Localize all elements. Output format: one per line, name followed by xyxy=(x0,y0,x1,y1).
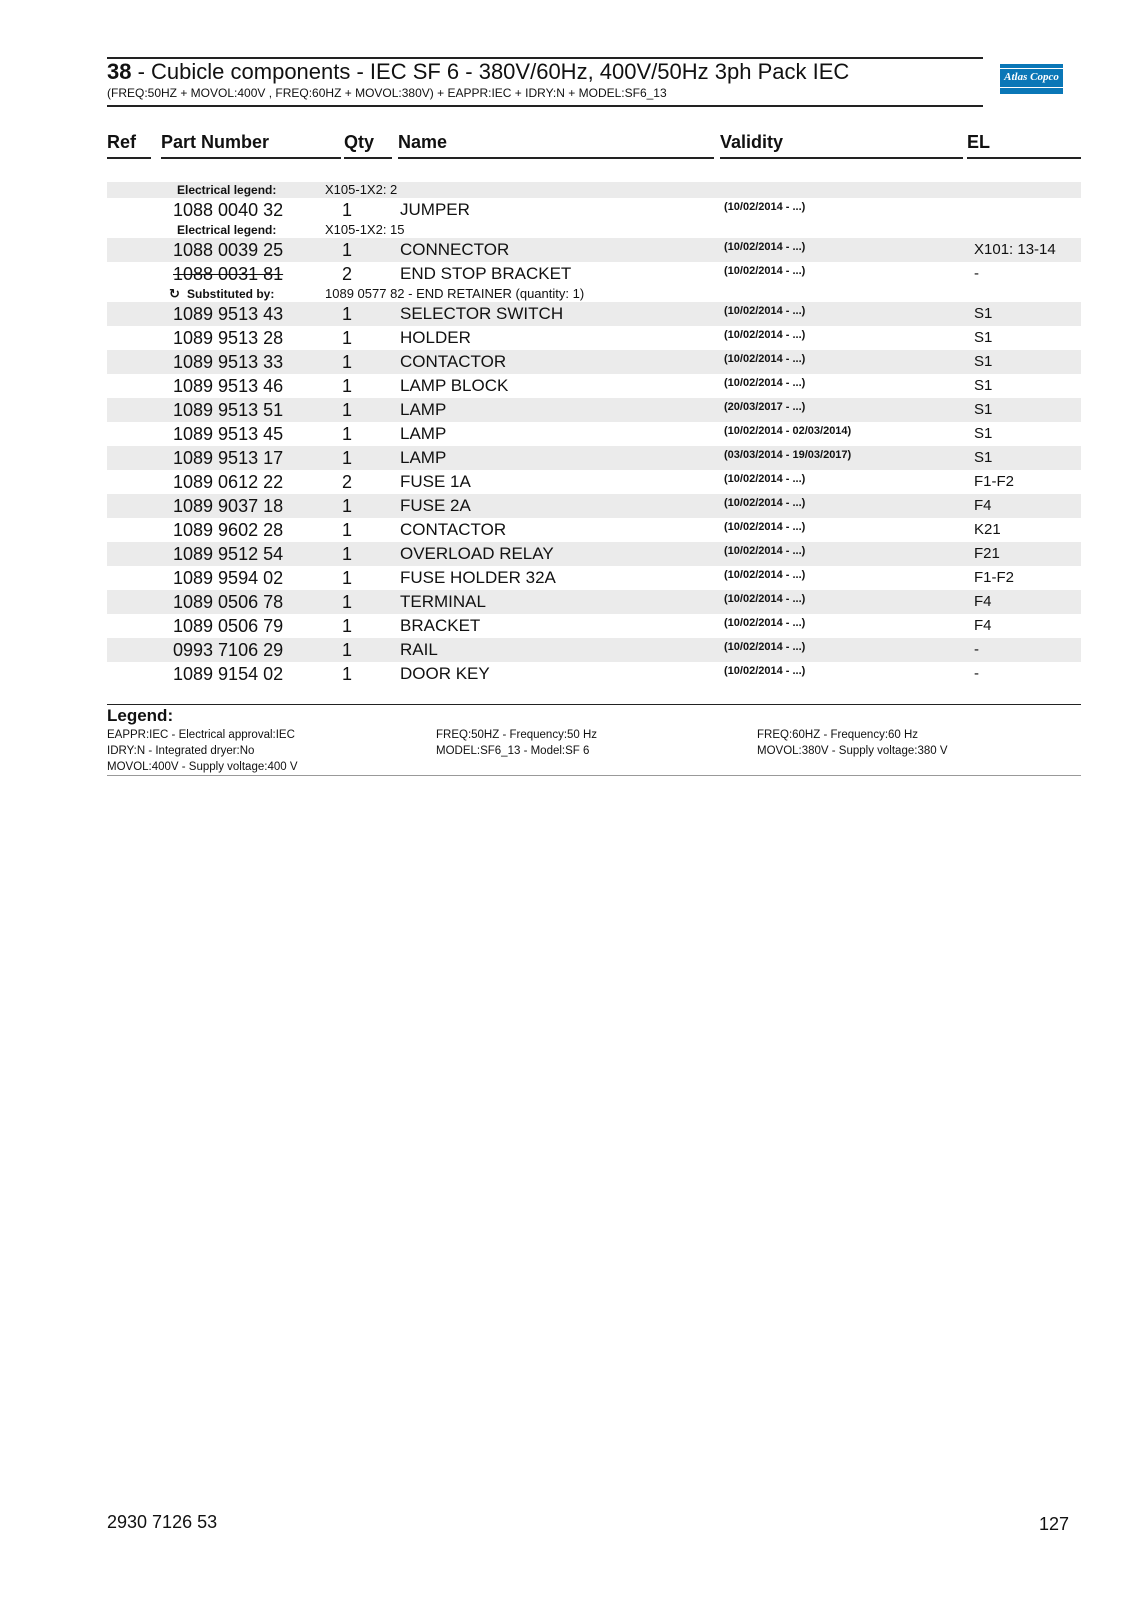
page-title xyxy=(107,60,849,84)
electrical-ref: - xyxy=(974,265,979,282)
quantity: 1 xyxy=(341,640,352,660)
table-row xyxy=(107,422,1081,446)
validity: (10/02/2014 - ...) xyxy=(724,521,806,533)
validity: (20/03/2017 - ...) xyxy=(724,401,806,413)
table-row xyxy=(107,262,1081,286)
quantity: 1 xyxy=(341,424,352,444)
title-text: - Cubicle components - IEC SF 6 - 380V/60Hz, 400V/50Hz 3ph Pack IEC xyxy=(131,59,850,84)
substituted-value: 1089 0577 82 - END RETAINER (quantity: 1) xyxy=(325,286,585,301)
part-number: 1089 9513 46 xyxy=(173,376,284,396)
part-name: JUMPER xyxy=(400,200,470,219)
part-number: 1089 9513 51 xyxy=(173,400,284,420)
part-name: END STOP BRACKET xyxy=(400,264,572,283)
table-row xyxy=(107,374,1081,398)
quantity: 1 xyxy=(341,304,352,324)
table-row xyxy=(107,326,1081,350)
table-row xyxy=(107,238,1081,262)
electrical-ref: S1 xyxy=(974,401,993,418)
validity: (10/02/2014 - ...) xyxy=(724,305,806,317)
electrical-legend-label: Electrical legend: xyxy=(177,183,277,197)
part-number: 1089 9602 28 xyxy=(173,520,284,540)
table-row xyxy=(107,614,1081,638)
legend-entry: FREQ:50HZ - Frequency:50 Hz xyxy=(436,729,598,741)
table-row xyxy=(107,518,1081,542)
part-number: 1089 9513 28 xyxy=(173,328,284,348)
part-number: 1089 9154 02 xyxy=(173,664,284,684)
refresh-icon: ↻ xyxy=(169,286,180,301)
table-row xyxy=(107,542,1081,566)
electrical-ref: - xyxy=(974,641,979,658)
legend-entry: MOVOL:380V - Supply voltage:380 V xyxy=(757,745,948,757)
validity: (10/02/2014 - ...) xyxy=(724,641,806,653)
col-header-part-number: Part Number xyxy=(161,132,270,152)
validity: (10/02/2014 - ...) xyxy=(724,329,806,341)
validity: (10/02/2014 - ...) xyxy=(724,201,806,213)
electrical-ref: X101: 13-14 xyxy=(974,241,1056,258)
part-name: DOOR KEY xyxy=(400,664,490,683)
quantity: 2 xyxy=(341,472,352,492)
quantity: 1 xyxy=(341,544,352,564)
validity: (10/02/2014 - ...) xyxy=(724,377,806,389)
validity: (10/02/2014 - ...) xyxy=(724,593,806,605)
part-number: 1089 9037 18 xyxy=(173,496,284,516)
part-name: CONTACTOR xyxy=(400,520,507,539)
col-header-qty: Qty xyxy=(344,132,375,152)
part-name: BRACKET xyxy=(400,616,481,635)
electrical-ref: F4 xyxy=(974,593,992,610)
table-row xyxy=(107,494,1081,518)
validity: (10/02/2014 - ...) xyxy=(724,241,806,253)
table-row xyxy=(107,638,1081,662)
quantity: 1 xyxy=(341,376,352,396)
part-name: TERMINAL xyxy=(400,592,486,611)
validity: (10/02/2014 - ...) xyxy=(724,265,806,277)
col-header-validity: Validity xyxy=(720,132,784,152)
electrical-ref: S1 xyxy=(974,449,993,466)
table-row xyxy=(107,350,1081,374)
table-row xyxy=(107,590,1081,614)
part-number: 1089 9513 43 xyxy=(173,304,284,324)
quantity: 1 xyxy=(341,496,352,516)
header-rule xyxy=(161,157,341,159)
part-number: 1089 9513 17 xyxy=(173,448,284,468)
quantity: 1 xyxy=(341,200,352,220)
quantity: 1 xyxy=(341,616,352,636)
electrical-legend-row xyxy=(107,182,1081,198)
header-rule xyxy=(720,157,963,159)
legend-entry: FREQ:60HZ - Frequency:60 Hz xyxy=(757,729,919,741)
page-number: 127 xyxy=(1039,1514,1070,1534)
electrical-ref: - xyxy=(974,665,979,682)
quantity: 1 xyxy=(341,520,352,540)
part-name: FUSE 2A xyxy=(400,496,471,515)
electrical-ref: S1 xyxy=(974,353,993,370)
validity: (10/02/2014 - ...) xyxy=(724,353,806,365)
quantity: 1 xyxy=(341,240,352,260)
col-header-name: Name xyxy=(398,132,448,152)
part-name: LAMP xyxy=(400,424,447,443)
col-header-el: EL xyxy=(967,132,991,152)
electrical-legend-value: X105-1X2: 2 xyxy=(325,182,398,197)
part-number: 1088 0039 25 xyxy=(173,240,284,260)
header-rule xyxy=(344,157,392,159)
quantity: 1 xyxy=(341,400,352,420)
part-name: FUSE 1A xyxy=(400,472,471,491)
quantity: 2 xyxy=(341,264,352,284)
electrical-legend-value: X105-1X2: 15 xyxy=(325,222,405,237)
table-row xyxy=(107,446,1081,470)
table-row xyxy=(107,662,1081,686)
electrical-ref: F21 xyxy=(974,545,1000,562)
quantity: 1 xyxy=(341,568,352,588)
part-number: 1089 9513 45 xyxy=(173,424,284,444)
quantity: 1 xyxy=(341,664,352,684)
part-number: 1089 9512 54 xyxy=(173,544,284,564)
part-name: LAMP xyxy=(400,448,447,467)
part-number: 1088 0031 81 xyxy=(173,264,284,284)
substituted-label: Substituted by: xyxy=(187,287,275,301)
section-number: 38 xyxy=(107,59,132,84)
table-row xyxy=(107,566,1081,590)
page-subtitle: (FREQ:50HZ + MOVOL:400V , FREQ:60HZ + MOVOL:380V) + EAPPR:IEC + IDRY:N + MODEL:SF6_13 xyxy=(107,86,667,100)
quantity: 1 xyxy=(341,328,352,348)
atlas-copco-logo xyxy=(1000,64,1063,94)
header-rule xyxy=(398,157,714,159)
substituted-row xyxy=(107,286,1081,302)
validity: (10/02/2014 - ...) xyxy=(724,473,806,485)
validity: (10/02/2014 - ...) xyxy=(724,497,806,509)
quantity: 1 xyxy=(341,352,352,372)
part-number: 1089 9594 02 xyxy=(173,568,284,588)
document-number: 2930 7126 53 xyxy=(107,1512,218,1532)
part-name: LAMP xyxy=(400,400,447,419)
part-name: RAIL xyxy=(400,640,438,659)
header-rule xyxy=(107,157,151,159)
part-name: HOLDER xyxy=(400,328,471,347)
quantity: 1 xyxy=(341,592,352,612)
electrical-ref: K21 xyxy=(974,521,1001,538)
header-rule xyxy=(967,157,1081,159)
part-number: 1089 0612 22 xyxy=(173,472,284,492)
validity: (10/02/2014 - ...) xyxy=(724,545,806,557)
validity: (10/02/2014 - 02/03/2014) xyxy=(724,425,852,437)
part-name: LAMP BLOCK xyxy=(400,376,509,395)
legend-bottom-rule xyxy=(107,775,1081,776)
part-number: 1089 0506 79 xyxy=(173,616,284,636)
validity: (10/02/2014 - ...) xyxy=(724,617,806,629)
logo-line-bottom xyxy=(1000,87,1063,88)
part-name: OVERLOAD RELAY xyxy=(400,544,554,563)
legend-entry: MOVOL:400V - Supply voltage:400 V xyxy=(107,761,298,773)
table-row xyxy=(107,470,1081,494)
legend-entry: IDRY:N - Integrated dryer:No xyxy=(107,745,255,757)
validity: (03/03/2014 - 19/03/2017) xyxy=(724,449,852,461)
quantity: 1 xyxy=(341,448,352,468)
electrical-ref: S1 xyxy=(974,377,993,394)
page-header xyxy=(107,57,983,107)
validity: (10/02/2014 - ...) xyxy=(724,569,806,581)
col-header-ref: Ref xyxy=(107,132,137,152)
table-row xyxy=(107,302,1081,326)
electrical-ref: S1 xyxy=(974,305,993,322)
table-row xyxy=(107,398,1081,422)
part-number: 1088 0040 32 xyxy=(173,200,284,220)
table-bottom-rule xyxy=(107,704,1081,705)
electrical-ref: F1-F2 xyxy=(974,473,1015,490)
electrical-ref: S1 xyxy=(974,329,993,346)
part-number: 1089 9513 33 xyxy=(173,352,284,372)
electrical-legend-row xyxy=(107,222,1081,238)
electrical-ref: F4 xyxy=(974,497,992,514)
part-name: CONTACTOR xyxy=(400,352,507,371)
part-name: FUSE HOLDER 32A xyxy=(400,568,556,587)
legend-title: Legend: xyxy=(107,706,174,725)
part-name: CONNECTOR xyxy=(400,240,510,259)
electrical-legend-label: Electrical legend: xyxy=(177,223,277,237)
electrical-ref: F4 xyxy=(974,617,992,634)
electrical-ref: F1-F2 xyxy=(974,569,1015,586)
table-row xyxy=(107,198,1081,222)
legend-entry: EAPPR:IEC - Electrical approval:IEC xyxy=(107,729,295,741)
logo-line-top xyxy=(1000,68,1063,69)
validity: (10/02/2014 - ...) xyxy=(724,665,806,677)
electrical-ref: S1 xyxy=(974,425,993,442)
legend-entry: MODEL:SF6_13 - Model:SF 6 xyxy=(436,745,590,757)
part-number: 1089 0506 78 xyxy=(173,592,284,612)
logo-text: Atlas Copco xyxy=(1004,71,1059,83)
part-number: 0993 7106 29 xyxy=(173,640,284,660)
part-name: SELECTOR SWITCH xyxy=(400,304,564,323)
